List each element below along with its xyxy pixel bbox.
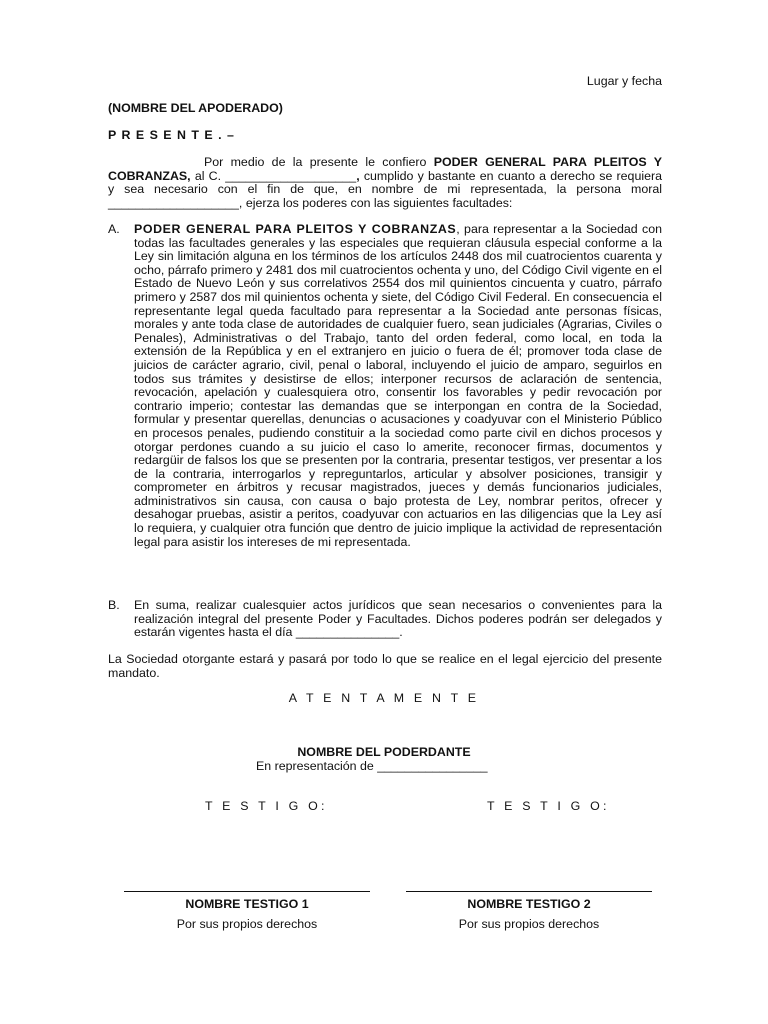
witness-name-1: NOMBRE TESTIGO 1	[185, 897, 309, 911]
clause-text: , para representar a la Sociedad con todas las facultades generales y las especiales que requieran cláusula especial conforme a la Ley sin limitación alguna en los términos de los artículos 2448 dos mil cuatrocientos cuarenta y ocho, párrafo primero y 2481 dos mil cuatrocientos ochenta y uno, del Código Civil vigente en el Estado de Nuevo León y sus correlativos 2554 dos mil quinientos cincuenta y cuatro, párrafo primero y 2587 dos mil quinientos ochenta y siete, del Código Civil Federal. En consecuencia el representante legal queda facultado para representar a la Sociedad ante personas físicas, morales y ante toda clase de autoridades de cualquier fuero, sean judiciales (Agrarias, Civiles o Penales), Administrativas o del Trabajo, tanto del orden federal, como local, en toda la extensión de la República y en el extranjero en juicio o fuera de él; promover toda clase de juicios de carácter agrario, civil, penal o laboral, incluyendo el juicio de amparo, seguirlos en todos sus trámites y desistirse de ellos; interponer recursos de aclaración de sentencia, revocación, apelación y cualesquiera otro, consentir los favorables y pedir revocación por contrario imperio; contestar las demandas que se interpongan en contra de la Sociedad, formular y presentar querellas, denuncias o acusaciones y coadyuvar con el Ministerio Público en procesos penales, pudiendo constituir a la sociedad como parte civil en dichos procesos y otorgar perdones cuando a su juicio el caso lo amerite, reconocer firmas, documentos y redargüir de falsos los que se presenten por la contraria, presentar testigos, ver presentar a los de la contraria, interrogarlos y repreguntarlos, articular y absolver posiciones, transigir y comprometer en árbitros y recusar magistrados, jueces y demás funcionarios judiciales, administrativos sin causa, con causa o bajo protesta de Ley, nombrar peritos, ofrecer y desahogar pruebas, asistir a peritos, coadyuvar con actuarios en las diligencias que la Ley así lo requiera, y cualquier otra función que dentro de juicio implique la actividad de representación legal para asistir los intereses de mi representada.	[134, 222, 662, 549]
intro-text-1: Por medio de la presente le confiero	[204, 155, 434, 169]
witness-label-1: T E S T I G O:	[205, 799, 328, 813]
witness-label-2: T E S T I G O:	[487, 799, 610, 813]
atentamente: A T E N T A M E N T E	[288, 691, 480, 705]
witness-name-2: NOMBRE TESTIGO 2	[467, 897, 591, 911]
clause-text: En suma, realizar cualesquier actos jurídicos que sean necesarios o convenientes para la realización integral del presente Poder y Facultades. Dichos poderes podrán ser delegados y estarán vigentes hasta el día _______________.	[134, 598, 662, 640]
presente-heading: P R E S E N T E . –	[108, 128, 235, 142]
clause-letter: A.	[108, 222, 120, 236]
intro-power-type: PODER GENERAL PARA PLEITOS Y COBRANZAS,	[108, 155, 662, 183]
place-date: Lugar y fecha	[586, 74, 662, 88]
intro-text-3: cumplido y bastante en cuanto a derecho se requiera y sea necesario con el fin de que, en nombre de mi representada, la persona moral ___________________, ejerza los poderes con las siguientes facultades:	[108, 168, 662, 210]
clause-letter: B.	[108, 598, 120, 612]
intro-paragraph	[108, 156, 662, 210]
closing-paragraph: La Sociedad otorgante estará y pasará por todo lo que se realice en el legal ejercicio del presente mandato.	[108, 652, 662, 680]
signature-line-1	[124, 891, 370, 892]
witness-note-1: Por sus propios derechos	[176, 917, 318, 931]
grantor-name: NOMBRE DEL PODERDANTE	[297, 745, 471, 759]
representation-line: En representación de ________________	[256, 759, 488, 773]
clause-body	[134, 223, 662, 549]
intro-text-2: al C. ___________________	[190, 168, 357, 183]
attorney-name: (NOMBRE DEL APODERADO)	[108, 101, 283, 115]
intro-comma: ,	[356, 168, 360, 183]
clause-title: PODER GENERAL PARA PLEITOS Y COBRANZAS	[134, 222, 457, 236]
witness-note-2: Por sus propios derechos	[458, 917, 600, 931]
signature-line-2	[406, 891, 652, 892]
clause-body	[134, 599, 662, 640]
